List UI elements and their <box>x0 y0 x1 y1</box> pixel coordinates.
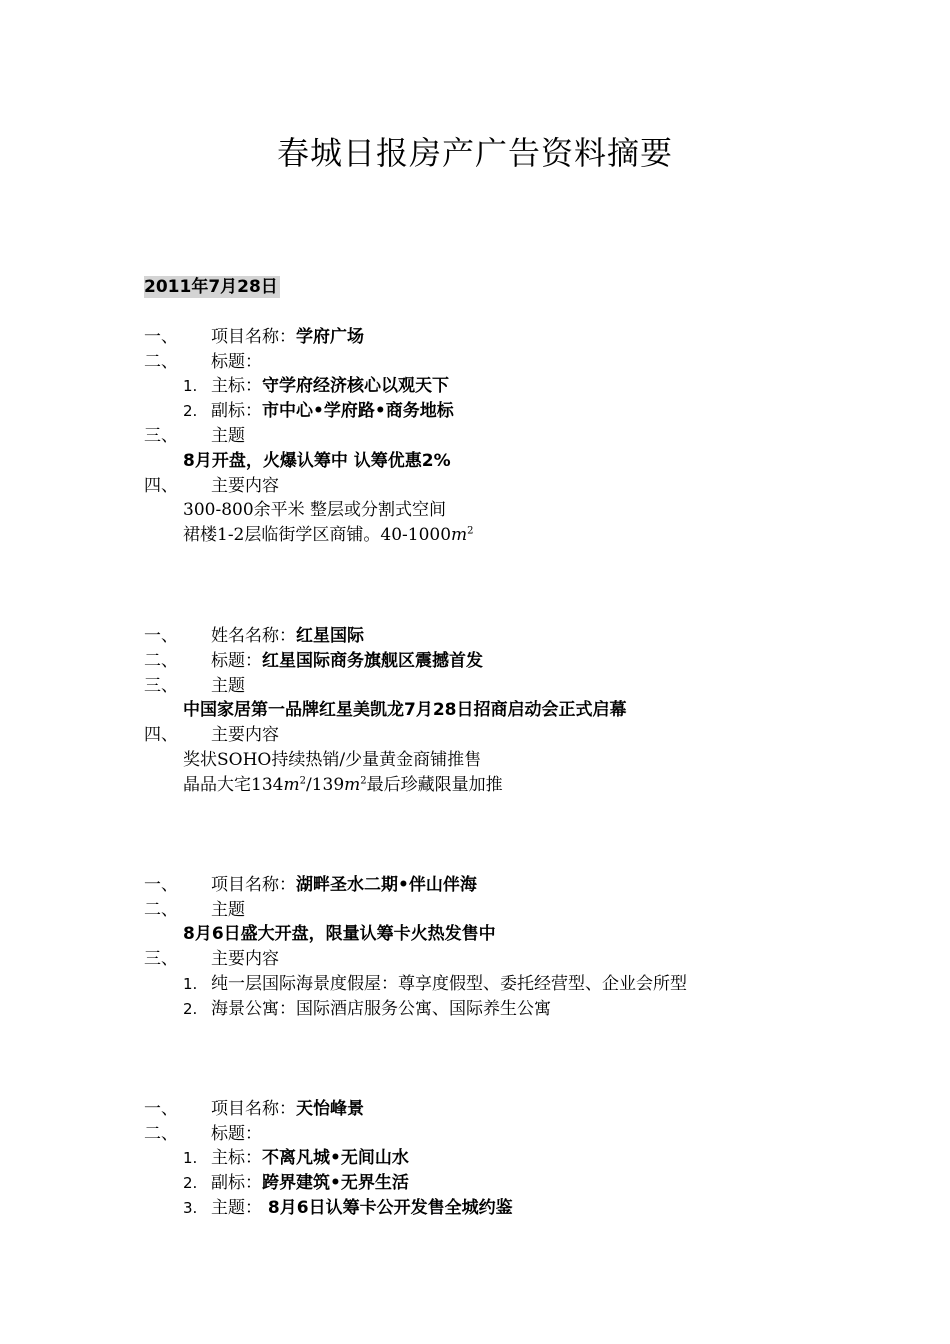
s1-num-4: 四、 <box>144 476 178 496</box>
s2-content-2-unit-2: m <box>344 775 361 795</box>
s4-item-num-2: 2. <box>183 1174 198 1192</box>
s1-content-1: 300-800余平米 整层或分割式空间 <box>183 500 447 520</box>
s1-theme-text: 8月开盘，火爆认筹中 认筹优惠2% <box>183 451 451 471</box>
s4-theme-text: 8月6日认筹卡公开发售全城约鉴 <box>262 1198 513 1218</box>
s4-project-name: 天怡峰景 <box>296 1099 364 1119</box>
s4-sub-title-label: 副标： <box>211 1173 262 1193</box>
s4-item-num-1: 1. <box>183 1149 198 1167</box>
s4-label-title: 标题： <box>211 1124 262 1144</box>
s4-main-title-label: 主标： <box>211 1148 262 1168</box>
s2-project-name: 红星国际 <box>296 626 364 646</box>
s1-sub-title: 市中心•学府路•商务地标 <box>262 401 454 421</box>
s2-theme-text: 中国家居第一品牌红星美凯龙7月28日招商启动会正式启幕 <box>183 700 627 720</box>
s1-num-1: 一、 <box>144 327 178 347</box>
s1-label-content: 主要内容 <box>211 476 279 496</box>
s1-num-3: 三、 <box>144 426 178 446</box>
s1-content-2-unit: m <box>451 525 468 545</box>
s2-content-2-sup-2: 2 <box>360 775 367 787</box>
s2-content-2-a: 晶品大宅134 <box>183 775 284 795</box>
s3-theme-text: 8月6日盛大开盘，限量认筹卡火热发售中 <box>183 924 496 944</box>
s3-num-1: 一、 <box>144 875 178 895</box>
s1-item-num-2: 2. <box>183 402 198 420</box>
s1-sub-title-label: 副标： <box>211 401 262 421</box>
s3-label-content: 主要内容 <box>211 949 279 969</box>
s2-content-2-b: /139 <box>305 775 345 795</box>
s2-content-2-sup-1: 2 <box>299 775 306 787</box>
document-title: 春城日报房产广告资料摘要 <box>276 134 673 172</box>
s3-item-num-1: 1. <box>183 975 198 993</box>
s2-content-2-unit-1: m <box>283 775 300 795</box>
s1-project-name: 学府广场 <box>296 327 364 347</box>
s4-num-2: 二、 <box>144 1124 178 1144</box>
s3-item-num-2: 2. <box>183 1000 198 1018</box>
s4-num-1: 一、 <box>144 1099 178 1119</box>
s4-item-num-3: 3. <box>183 1199 198 1217</box>
s2-label-name: 姓名名称： <box>211 626 296 646</box>
s1-main-title: 守学府经济核心以观天下 <box>262 376 449 396</box>
s4-sub-title: 跨界建筑•无界生活 <box>262 1173 409 1193</box>
s2-num-4: 四、 <box>144 725 178 745</box>
s1-label-theme: 主题 <box>211 426 245 446</box>
s2-num-2: 二、 <box>144 651 178 671</box>
s2-num-3: 三、 <box>144 676 178 696</box>
s4-label-name: 项目名称： <box>211 1099 296 1119</box>
s3-label-name: 项目名称： <box>211 875 296 895</box>
date-heading: 2011年7月28日 <box>144 277 278 297</box>
s4-main-title: 不离凡城•无间山水 <box>262 1148 409 1168</box>
s3-num-2: 二、 <box>144 900 178 920</box>
s3-project-name: 湖畔圣水二期•伴山伴海 <box>296 875 477 895</box>
s4-theme-label: 主题： <box>211 1198 262 1218</box>
s3-label-theme: 主题 <box>211 900 245 920</box>
s3-item-2: 海景公寓：国际酒店服务公寓、国际养生公寓 <box>211 999 551 1019</box>
s2-content-1: 奖状SOHO持续热销/少量黄金商铺推售 <box>183 750 482 770</box>
s1-content-2-text: 裙楼1-2层临街学区商铺。40-1000 <box>183 525 452 545</box>
s1-num-2: 二、 <box>144 352 178 372</box>
s1-item-num-1: 1. <box>183 377 198 395</box>
s2-content-2-c: 最后珍藏限量加推 <box>366 775 503 795</box>
s2-label-title: 标题： <box>211 651 262 671</box>
s1-main-title-label: 主标： <box>211 376 262 396</box>
s2-title: 红星国际商务旗舰区震撼首发 <box>262 651 483 671</box>
s3-item-1: 纯一层国际海景度假屋：尊享度假型、委托经营型、企业会所型 <box>211 974 687 994</box>
s2-label-content: 主要内容 <box>211 725 279 745</box>
s2-label-theme: 主题 <box>211 676 245 696</box>
s3-num-3: 三、 <box>144 949 178 969</box>
s1-label-title: 标题： <box>211 352 262 372</box>
s2-num-1: 一、 <box>144 626 178 646</box>
s1-content-2-sup: 2 <box>467 525 474 537</box>
s1-label-name: 项目名称： <box>211 327 296 347</box>
